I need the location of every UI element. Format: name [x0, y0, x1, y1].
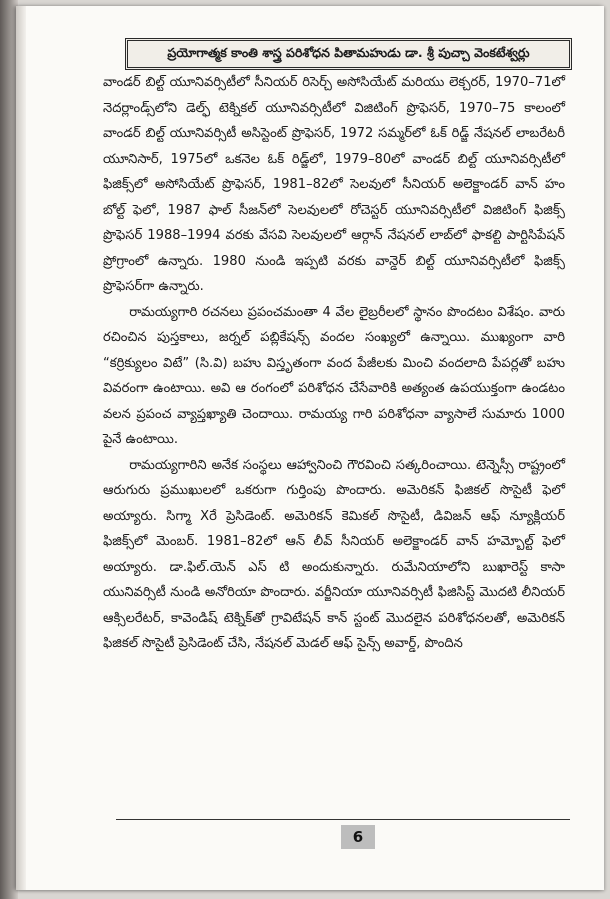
page-number-label: 6 — [352, 828, 364, 846]
page-inner-edge — [16, 6, 26, 890]
footer-rule — [116, 819, 570, 820]
page-number — [341, 825, 375, 849]
body-text — [103, 70, 565, 657]
paragraph-1: వాండర్ బిల్ట్ యూనివర్సిటీలో సీనియర్ రిసెర్చ్ అసోసియేట్ మరియు లెక్చరర్, 1970–71లో నెదర్లాండ్స్‌లోని డెల్ఫ్ టెక్నికల్ యూనివర్సిటీలో విజిటింగ్ ప్రొఫెసర్, 1970–75 కాలంలో వాండర్ బిల్ట్ యూనివర్సిటీ అసిస్టెంట్ ప్రొఫెసర్, 1972 సమ్మర్‌లో ఓక్ రిడ్జ్ నేషనల్ లాబరేటరీ యూనిసార్, 1975లో ఒకనెల ఓక్ రిడ్జ్‌లో, 1979–80లో వాండర్ బిల్ట్ యూనివర్సిటీలో ఫిజిక్స్‌లో అసోసియేట్ ప్రొఫెసర్, 1981–82లో సెలవులో సీనియర్ అలెక్జాండర్ వాన్ హం బోల్ట్ ఫెలో, 1987 ఫాల్ సీజన్‌లో సెలవులలో రోచెస్టర్ యూనివర్సిటీలో విజిటింగ్ ఫిజిక్స్ ప్రొఫెసర్ 1988–1994 వరకు వేసవి సెలవులలో ఆర్గాన్ నేషనల్ లాబ్‌లో ఫాకల్టి పార్టిసిపేషన్ ప్రోగ్రాంలో ఉన్నారు. 1980 నుండి ఇప్పటి వరకు వాన్డెర్ బిల్ట్ యూనివర్సిటీలో ఫిజిక్స్ ప్రొఫెసర్‌గా ఉన్నారు. — [103, 75, 565, 294]
running-header — [125, 38, 572, 70]
paragraph-3: రామయ్యగారిని అనేక సంస్థలు ఆహ్వానించి గౌరవించి సత్కరించాయి. టెన్నెస్సీ రాష్ట్రంలో ఆరుగురు ప్రముఖులలో ఒకరుగా గుర్తింపు పొందారు. అమెరికన్ ఫిజికల్ సొసైటీ ఫెలో అయ్యారు. సిగ్మా Xరే ప్రెసిడెంట్. అమెరికన్ కెమికల్ సొసైటీ, డివిజన్ ఆఫ్ న్యూక్లియర్ ఫిజిక్స్‌లో మెంబర్. 1981–82లో ఆన్ లీవ్ సీనియర్ అలెక్జాండర్ వాన్ హమ్బోల్ట్ ఫెలో అయ్యారు. డా.ఫిల్.యెన్ ఎస్ టి అందుకున్నారు. రుమేనియాలోని బుఖారెస్ట్ కాసా యునివర్సిటీ నుండి అనోరియా పొందారు. వర్జీనియా యూనివర్సిటీ ఫిజిసిస్ట్ మొదటి లీనియర్ ఆక్సిలరేటర్, కావెండిష్ టెక్నిక్‌తో గ్రావిటేషన్ కాన్ స్టంట్ మొదలైన పరిశోధనలతో, అమెరికన్ ఫిజికల్ సొసైటీ ప్రెసిడెంట్ చేసి, నేషనల్ మెడల్ ఆఫ్ సైన్స్ అవార్డ్, పొందిన — [103, 457, 565, 651]
running-header-title: ప్రయోగాత్మక కాంతి శాస్త్ర పరిశోధన పితామహుడు డా. శ్రీ పుచ్చా వెంకటేశ్వర్లు — [167, 44, 530, 60]
paragraph-2: రామయ్యగారి రచనలు ప్రపంచమంతా 4 వేల లైబ్రరీలలో స్థానం పొందటం విశేషం. వారు రచించిన పుస్తకాలు, జర్నల్ పబ్లికేషన్స్ వందల సంఖ్యలో ఉన్నాయి. ముఖ్యంగా వారి “కర్రిక్యులం విటే” (సి.వి) బహు విస్తృతంగా వంద పేజీలకు మించి వందలాది పేపర్లతో బహు వివరంగా ఉంటాయి. అవి ఆ రంగంలో పరిశోధన చేసేవారికి అత్యంత ఉపయుక్తంగా ఉండటం వలన ప్రపంచ వ్యాప్తఖ్యాతి చెందాయి. రామయ్య గారి పరిశోధనా వ్యాసాలే సుమారు 1000 పైనే ఉంటాయి. — [103, 304, 565, 447]
